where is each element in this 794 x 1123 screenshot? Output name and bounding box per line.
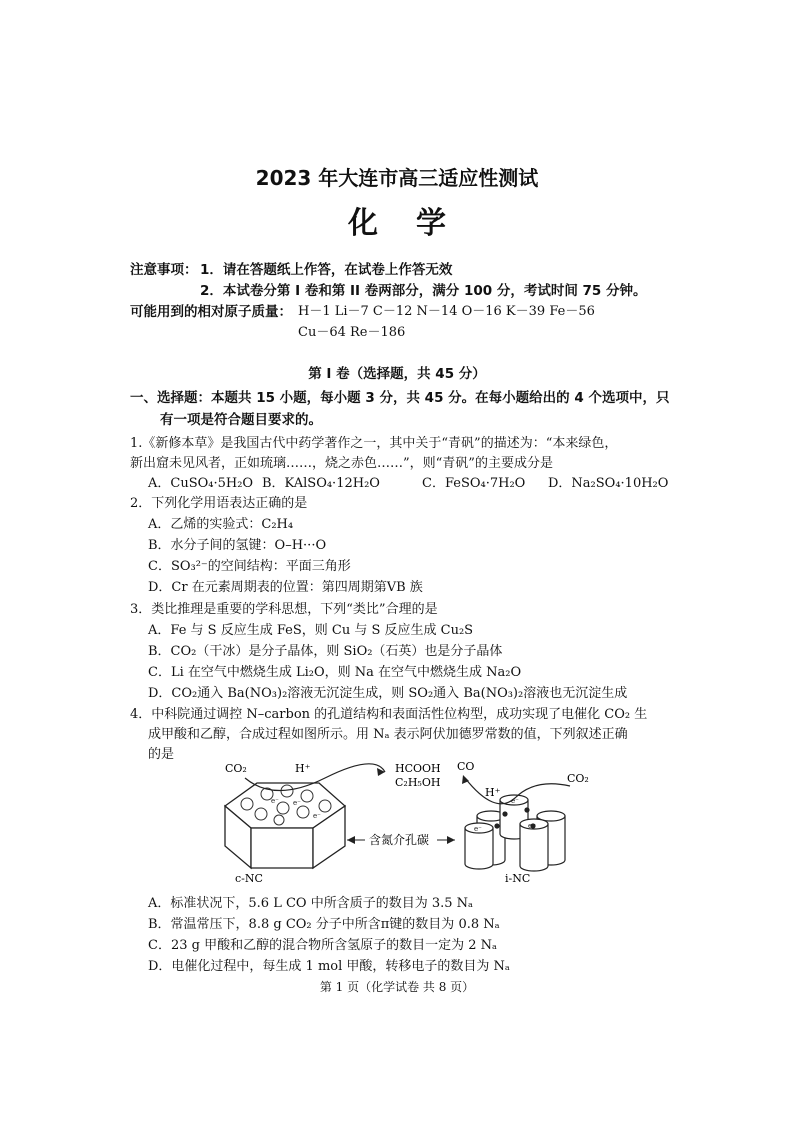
page-footer: 第 1 页（化学试卷 共 8 页） <box>319 980 475 994</box>
q1-line-1: 1.《新修本草》是我国古代中药学著作之一，其中关于“青矾”的描述为：“本来绿色， <box>130 436 618 451</box>
arrowhead-center-left <box>347 836 355 844</box>
section-instruction-1: 一、选择题：本题共 15 小题，每小题 3 分，共 45 分。在每小题给出的 4 个选项中，只 <box>130 390 670 406</box>
q4-option-a: A．标准状况下，5.6 L CO 中所含质子的数目为 3.5 Nₐ <box>148 896 474 911</box>
subject-title: 化学 <box>348 206 484 241</box>
q1-option-c: C．FeSO₄·7H₂O <box>422 476 526 491</box>
q4-option-d: D．电催化过程中，每生成 1 mol 甲酸，转移电子的数目为 Nₐ <box>148 959 510 974</box>
electron-label: e⁻ <box>511 797 519 805</box>
q4-option-b: B．常温常压下，8.8 g CO₂ 分子中所含π键的数目为 0.8 Nₐ <box>148 917 500 932</box>
atomic-mass-line-1: H－1 Li－7 C－12 N－14 O－16 K－39 Fe－56 <box>298 304 595 319</box>
notice-line-2: 2．本试卷分第 I 卷和第 II 卷两部分，满分 100 分，考试时间 75 分钟。 <box>200 283 647 299</box>
q1-option-a: A．CuSO₄·5H₂O <box>148 476 254 491</box>
c-nc-caption: c-NC <box>235 872 263 885</box>
notice-label: 注意事项： <box>130 262 198 278</box>
electron-label: e⁻ <box>313 812 321 820</box>
i-nc-caption: i-NC <box>505 872 531 885</box>
q4-line-3: 的是 <box>148 747 175 762</box>
atomic-mass-line-2: Cu－64 Re－186 <box>298 325 406 340</box>
electron-label: e⁻ <box>528 822 536 830</box>
notice-line-1: 1．请在答题纸上作答，在试卷上作答无效 <box>200 262 453 278</box>
electron-label: e⁻ <box>474 825 482 833</box>
exam-title: 2023 年大连市高三适应性测试 <box>255 166 539 190</box>
co2-left-label: CO₂ <box>225 762 247 775</box>
q2-stem: 2．下列化学用语表达正确的是 <box>130 496 308 511</box>
q1-line-2: 新出窟未见风者，正如琉璃……，烧之赤色……”，则“青矾”的主要成分是 <box>130 456 553 471</box>
q3-option-c: C．Li 在空气中燃烧生成 Li₂O，则 Na 在空气中燃烧生成 Na₂O <box>148 665 522 680</box>
q3-option-d: D．CO₂通入 Ba(NO₃)₂溶液无沉淀生成，则 SO₂通入 Ba(NO₃)₂溶液也无沉淀生成 <box>148 686 628 701</box>
electron-label: e⁻ <box>293 799 301 807</box>
q1-option-d: D．Na₂SO₄·10H₂O <box>548 476 669 491</box>
q1-option-b: B．KAlSO₄·12H₂O <box>262 476 380 491</box>
q3-option-a: A．Fe 与 S 反应生成 FeS，则 Cu 与 S 反应生成 Cu₂S <box>148 623 474 638</box>
arrowhead-right <box>462 775 469 784</box>
q4-option-c: C．23 g 甲酸和乙醇的混合物所含氢原子的数目一定为 2 Nₐ <box>148 938 498 953</box>
q3-option-b: B．CO₂（干冰）是分子晶体，则 SiO₂（石英）也是分子晶体 <box>148 644 503 659</box>
center-label: 含氮介孔碳 <box>369 833 430 847</box>
section-instruction-2: 有一项是符合题目要求的。 <box>160 412 322 428</box>
i-nc-cylinders <box>465 795 565 871</box>
electron-label: e⁻ <box>271 797 279 805</box>
co2-right-label: CO₂ <box>567 772 589 785</box>
q3-stem: 3．类比推理是重要的学科思想，下列“类比”合理的是 <box>130 602 438 617</box>
h-plus-left-label: H⁺ <box>295 762 311 775</box>
hcooh-label: HCOOH <box>395 762 441 775</box>
c2h5oh-label: C₂H₅OH <box>395 776 441 789</box>
catalyst-diagram <box>215 758 595 888</box>
q2-option-b: B．水分子间的氢键：O–H···O <box>148 538 327 553</box>
h-plus-right-label: H⁺ <box>485 786 501 799</box>
arrowhead-center-right <box>447 836 455 844</box>
q4-line-2: 成甲酸和乙醇，合成过程如图所示。用 Nₐ 表示阿伏加德罗常数的值，下列叙述正确 <box>148 727 628 742</box>
atomic-mass-label: 可能用到的相对原子质量： <box>130 304 292 320</box>
co-label: CO <box>457 760 475 773</box>
section-title: 第 I 卷（选择题，共 45 分） <box>308 366 486 382</box>
q2-option-d: D．Cr 在元素周期表的位置：第四周期第ⅤB 族 <box>148 580 423 595</box>
q2-option-a: A．乙烯的实验式：C₂H₄ <box>148 517 294 532</box>
q4-line-1: 4．中科院通过调控 N–carbon 的孔道结构和表面活性位构型，成功实现了电催化 CO₂ 生 <box>130 707 648 722</box>
q2-option-c: C．SO₃²⁻的空间结构：平面三角形 <box>148 559 351 574</box>
